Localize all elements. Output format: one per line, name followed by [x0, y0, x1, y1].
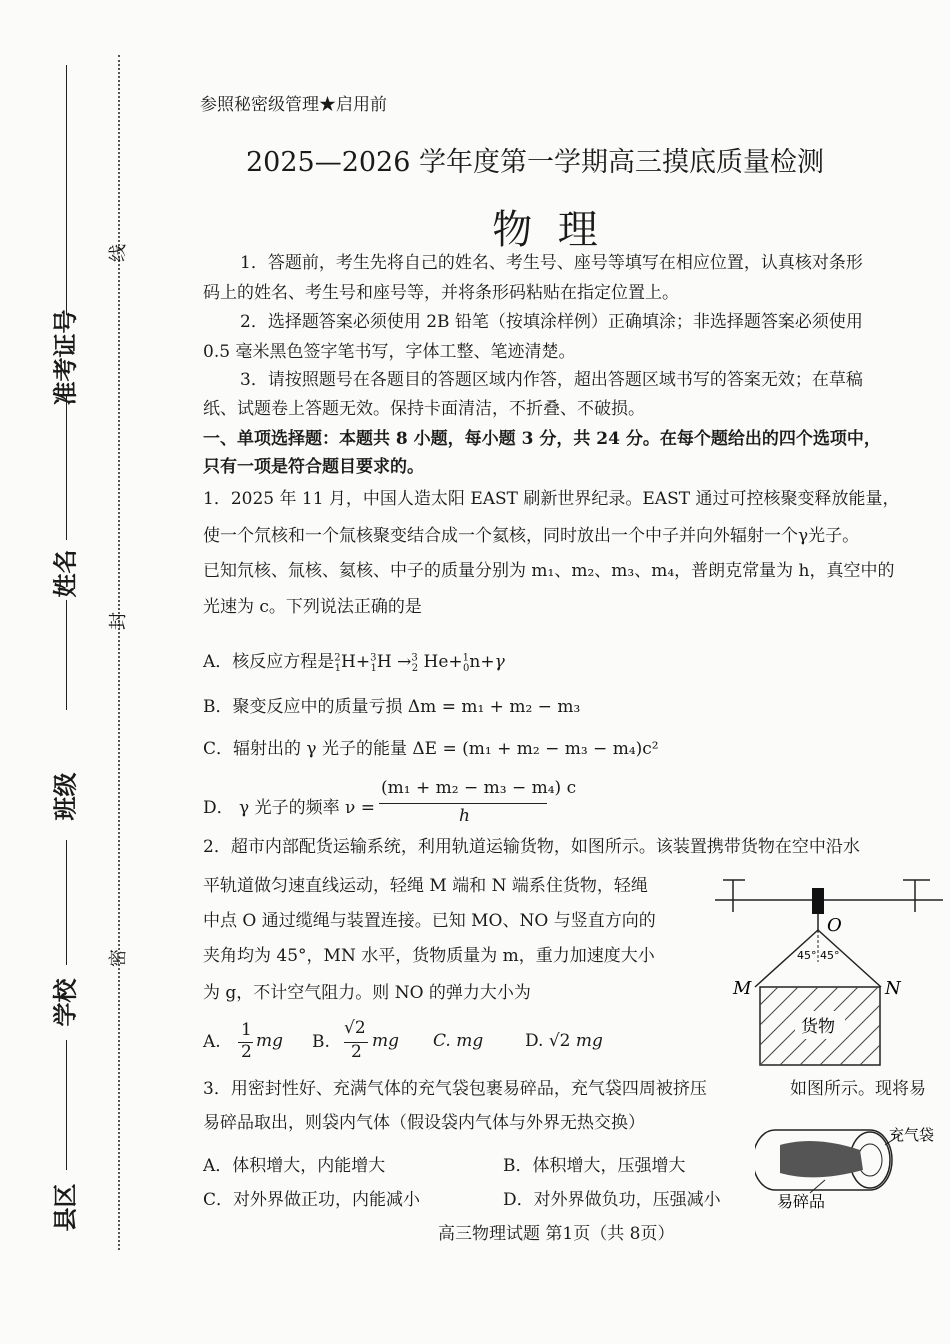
point-M-label: M — [733, 978, 752, 999]
q2-stem: 中点 O 通过缆绳与装置连接。已知 MO、NO 与竖直方向的 — [203, 911, 656, 931]
instruction-line: 码上的姓名、考生号和座号等，并将条形码粘贴在指定位置上。 — [203, 283, 679, 303]
angle-label-right: 45° — [820, 949, 840, 962]
instruction-line: 1．答题前，考生先将自己的姓名、考生号、座号等填写在相应位置，认真核对条形 — [240, 253, 863, 273]
binding-line-4 — [66, 840, 67, 965]
q1-option-a-label: A．核反应方程是 — [203, 652, 335, 672]
fragile-item — [780, 1141, 863, 1177]
q3-figure — [755, 1115, 945, 1215]
instruction-line: 0.5 毫米黑色签字笔书写，字体工整、笔迹清楚。 — [203, 342, 576, 362]
fraction-bar — [379, 803, 547, 804]
q1-stem: 1．2025 年 11 月，中国人造太阳 EAST 刷新世界纪录。EAST 通过可控核聚变释放能量， — [203, 489, 900, 509]
name-label: 姓名 — [51, 549, 80, 598]
cargo-label: 货物 — [801, 1017, 835, 1037]
q3-stem: 3．用密封性好、充满气体的充气袋包裹易碎品，充气袋四周被挤压 — [203, 1079, 707, 1099]
section-heading: 只有一项是符合题目要求的。 — [203, 457, 424, 477]
subject-title: 物 理 — [492, 207, 598, 253]
point-O-label: O — [827, 915, 842, 936]
frac-one: 1 — [241, 1020, 252, 1040]
seal-char-xian: 线 — [108, 244, 129, 262]
air-bag-inner-end — [858, 1144, 882, 1176]
frac-two: 2 — [241, 1042, 252, 1062]
sqrt-two: √2 — [548, 1031, 571, 1051]
instruction-line: 2．选择题答案必须使用 2B 铅笔（按填涂样例）正确填涂；非选择题答案必须使用 — [240, 312, 863, 332]
angle-label-left: 45° — [797, 949, 817, 962]
q1-option-b: B．聚变反应中的质量亏损 Δm = m₁ + m₂ − m₃ — [203, 697, 581, 717]
q2-option-d-label: D. — [525, 1031, 544, 1051]
q2-stem: 为 g，不计空气阻力。则 NO 的弹力大小为 — [203, 983, 531, 1003]
q1-option-a — [203, 647, 505, 674]
class-label: 班级 — [51, 772, 80, 821]
q1-option-c: C．辐射出的 γ 光子的能量 ΔE = (m₁ + m₂ − m₃ − m₄)c² — [203, 739, 659, 759]
mg-term: mg — [256, 1031, 284, 1051]
q2-figure — [715, 870, 945, 1070]
fraction-denominator: h — [459, 806, 470, 826]
point-N-label: N — [885, 978, 901, 999]
county-label: 县区 — [51, 1183, 80, 1232]
q2-option-d — [525, 1031, 603, 1051]
q1-stem: 使一个氘核和一个氚核聚变结合成一个氦核，同时放出一个中子并向外辐射一个γ光子。 — [203, 526, 860, 546]
bag-label: 充气袋 — [889, 1126, 935, 1144]
q3-option-c: C．对外界做正功，内能减小 — [203, 1190, 421, 1210]
seal-char-feng: 封 — [108, 612, 129, 630]
secret-note: 参照秘密级管理★启用前 — [200, 95, 387, 115]
q3-option-a: A．体积增大，内能增大 — [203, 1156, 386, 1176]
q3-option-d: D．对外界做负功，压强减小 — [503, 1190, 721, 1210]
binding-line-3 — [66, 600, 67, 710]
q3-option-b: B．体积增大，压强增大 — [503, 1156, 686, 1176]
carriage-block — [812, 888, 824, 914]
q2-option-a-label: A. — [203, 1032, 221, 1052]
seal-char-mi: 密 — [108, 949, 129, 967]
page-footer: 高三物理试题 第1页（共 8页） — [438, 1224, 675, 1244]
school-label: 学校 — [51, 978, 80, 1027]
binding-line-1 — [66, 65, 67, 315]
q2-option-b-label: B. — [312, 1032, 330, 1052]
q1-stem: 已知氘核、氚核、氦核、中子的质量分别为 m₁、m₂、m₃、m₄，普朗克常量为 h，真空中的 — [203, 561, 895, 581]
q3-stem: 易碎品取出，则袋内气体（假设袋内气体与外界无热交换） — [203, 1113, 645, 1133]
section-heading: 一、单项选择题：本题共 8 小题，每小题 3 分，共 24 分。在每个题给出的四个选项中， — [203, 429, 881, 449]
q1-stem: 光速为 c。下列说法正确的是 — [203, 597, 422, 617]
instruction-line: 纸、试题卷上答题无效。保持卡面清洁，不折叠、不破损。 — [203, 399, 645, 419]
q1-option-d-label: D． γ 光子的频率 ν = — [203, 798, 375, 818]
instruction-line: 3．请按照题号在各题目的答题区域内作答，超出答题区域书写的答案无效；在草稿 — [240, 370, 863, 390]
mg-term: mg — [575, 1031, 603, 1051]
q2-stem: 2．超市内部配货运输系统，利用轨道运输货物，如图所示。该装置携带货物在空中沿水 — [203, 837, 860, 857]
exam-number-label: 准考证号 — [51, 309, 80, 406]
fraction-numerator: (m₁ + m₂ − m₃ − m₄) c — [381, 778, 577, 798]
frac-two: 2 — [351, 1042, 362, 1062]
q3-stem-tail: 如图所示。现将易 — [790, 1079, 926, 1099]
sqrt-two: √2 — [344, 1018, 366, 1038]
mg-term: mg — [372, 1031, 400, 1051]
exam-title: 2025—2026 学年度第一学期高三摸底质量检测 — [245, 147, 824, 178]
q2-option-c: C. mg — [433, 1031, 484, 1051]
binding-line-2 — [66, 395, 67, 540]
q2-stem: 平轨道做匀速直线运动，轻绳 M 端和 N 端系住货物，轻绳 — [203, 876, 648, 896]
item-label: 易碎品 — [777, 1192, 826, 1211]
reaction-equation: $^2_1$H+$^3_1$H →$^3_2$ He+$^1_0$n+γ — [334, 652, 505, 675]
q2-stem: 夹角均为 45°，MN 水平，货物质量为 m，重力加速度大小 — [203, 946, 655, 966]
binding-line-5 — [66, 1040, 67, 1170]
